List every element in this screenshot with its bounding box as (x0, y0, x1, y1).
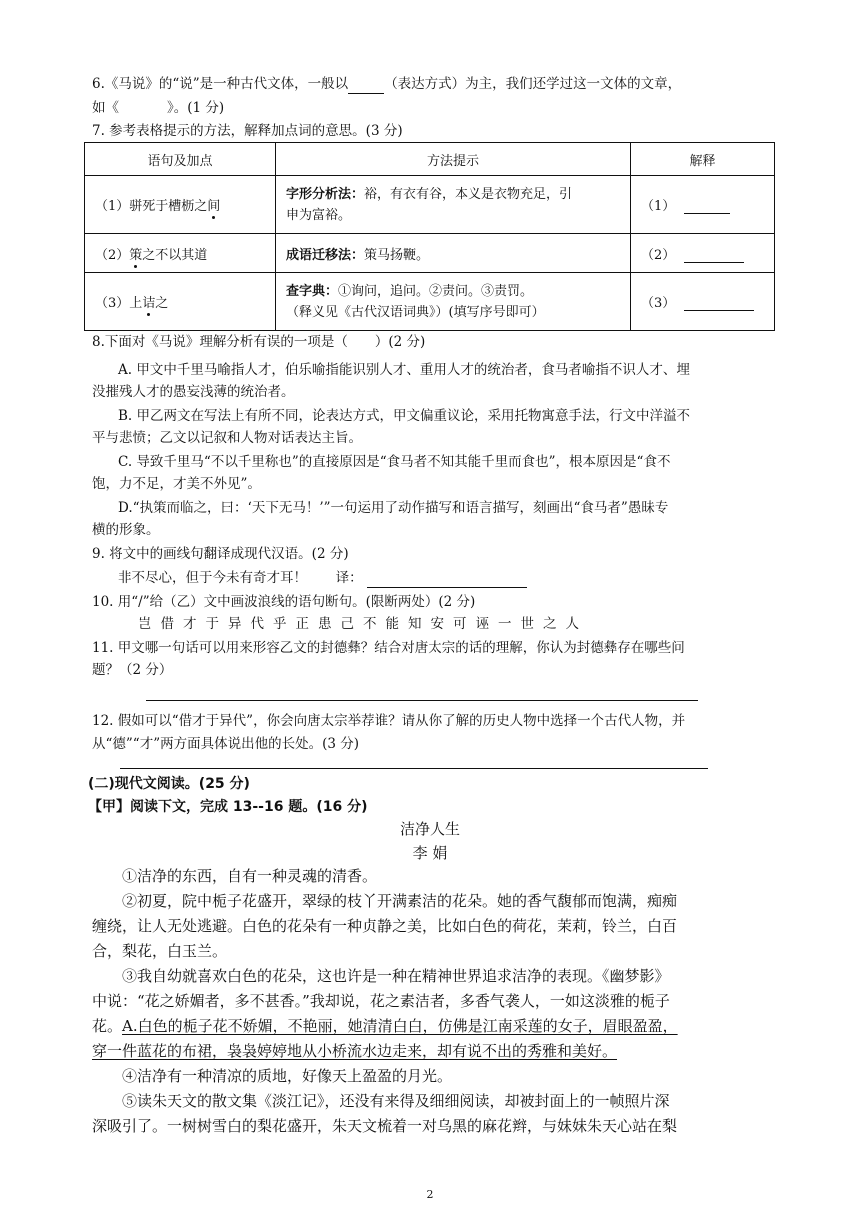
answer-blank-2[interactable] (684, 262, 744, 263)
paragraph-2-cont: 合，梨花，白玉兰。 (92, 942, 228, 960)
q9-translation-blank[interactable] (367, 587, 527, 588)
row3-answer[interactable]: （3） (631, 273, 775, 331)
article-author: 李 娟 (412, 844, 448, 862)
q6-line2: 如《 》。(1 分) (92, 100, 225, 116)
q9-sentence-line (118, 568, 527, 588)
header-sentence: 语句及加点 (85, 143, 276, 176)
row3-sentence: （3）上诘之 (85, 273, 276, 331)
q6-line1: 6.《马说》的“说”是一种古代文体，一般以 （表达方式）为主，我们还学过这一文体的文章， (92, 76, 682, 92)
paragraph-3-cont (92, 1039, 617, 1064)
row2-sentence: （2）策之不以其道 (85, 234, 276, 273)
row1-answer[interactable]: （1） (631, 176, 775, 234)
underlined-sentence: A.白色的栀子花不娇媚，不艳丽，她清清白白，仿佛是江南采莲的女子，眉眼盈盈， (122, 1017, 678, 1035)
q11-line2: 题？（2 分） (92, 662, 173, 678)
header-answer: 解释 (631, 143, 775, 176)
row3-method: 查字典：①询问，追问。②责问。③责罚。 （释义见《古代汉语词典》）(填写序号即可） (276, 273, 631, 331)
q12-answer-line[interactable] (120, 768, 708, 769)
row2-answer[interactable]: （2） (631, 234, 775, 273)
paragraph-2: ②初夏，院中栀子花盛开，翠绿的枝丫开满素洁的花朵。她的香气馥郁而饱满，痴痴 (122, 892, 678, 910)
dotted-char: 间 (207, 199, 221, 214)
table-row (85, 234, 775, 273)
q7-table (84, 142, 775, 331)
answer-blank-1[interactable] (684, 213, 730, 214)
q8-option-d-cont: 横的形象。 (92, 522, 160, 538)
table-row (85, 273, 775, 331)
article-title: 洁净人生 (399, 820, 460, 838)
q10-title: 10. 用“/”给（乙）文中画波浪线的语句断句。(限断两处）(2 分) (92, 594, 476, 610)
q8-option-b: B. 甲乙两文在写法上有所不同，论表达方式，甲文偏重议论，采用托物寓意手法，行文中洋溢不 (118, 408, 691, 424)
q8-option-b-cont: 平与悲愤；乙文以记叙和人物对话表达主旨。 (92, 430, 362, 446)
paragraph-3-cont: 中说：“花之娇媚者，多不甚香。”我却说，花之素洁者，多香气袭人，一如这淡雅的栀子 (92, 992, 670, 1010)
q9-sentence: 非不尽心，但于今未有奇才耳！ (118, 570, 307, 586)
paragraph-5-cont: 深吸引了。一树树雪白的梨花盛开，朱天文梳着一对乌黑的麻花辫，与妹妹朱天心站在梨 (92, 1117, 678, 1135)
q9-label: 译： (335, 570, 363, 586)
row1-sentence: （1）骈死于槽枥之间 (85, 176, 276, 234)
table-row (85, 176, 775, 234)
q6-blank-expression[interactable] (348, 93, 384, 94)
q8-option-a-cont: 没摧残人才的愚妄浅薄的统治者。 (92, 384, 295, 400)
underlined-sentence: 穿一件蓝花的布裙，袅袅婷婷地从小桥流水边走来，却有说不出的秀雅和美好。 (92, 1042, 618, 1060)
q12-line2: 从“德”“才”两方面具体说出他的长处。(3 分) (92, 736, 360, 752)
paragraph-3: ③我自幼就喜欢白色的花朵，这也许是一种在精神世界追求洁净的表现。《幽梦影》 (122, 967, 670, 985)
dotted-char: 策 (129, 247, 143, 263)
answer-blank-3[interactable] (684, 310, 754, 311)
page-number: 2 (426, 1188, 434, 1201)
paragraph-2-cont: 缠绕，让人无处逃避。白色的花朵有一种贞静之美，比如白色的荷花，茉莉，铃兰，白百 (92, 917, 678, 935)
q8-option-d: D.“执策而临之，曰：‘天下无马！’”一句运用了动作描写和语言描写，刻画出“食马者”愚昧专 (118, 500, 669, 516)
row2-method: 成语迁移法：策马扬鞭。 (276, 234, 631, 273)
q9-title: 9. 将文中的画线句翻译成现代汉语。(2 分) (92, 546, 349, 562)
dotted-char: 诘 (142, 296, 156, 311)
q8-option-c-cont: 饱，力不足，才美不外见”。 (92, 476, 261, 492)
paragraph-3-cont: 花。A.白色的栀子花不娇媚，不艳丽，她清清白白，仿佛是江南采莲的女子，眉眼盈盈， (92, 1017, 678, 1035)
q11-line1: 11. 甲文哪一句话可以用来形容乙文的封德彝？结合对唐太宗的话的理解，你认为封德彝存在哪些问 (92, 640, 685, 656)
table-header-row (85, 143, 775, 176)
q12-line1: 12. 假如可以“借才于异代”，你会向唐太宗举荐谁？请从你了解的历史人物中选择一个古代人物，并 (92, 713, 686, 729)
q7-title: 7. 参考表格提示的方法，解释加点词的意思。(3 分) (92, 123, 403, 139)
q10-sentence: 岂借才于异代乎正患己不能知安可诬一世之人 (138, 616, 588, 632)
header-method: 方法提示 (276, 143, 631, 176)
section-heading: (二)现代文阅读。(25 分) (88, 776, 250, 792)
section-subheading: 【甲】阅读下文，完成 13--16 题。(16 分) (88, 799, 368, 815)
paragraph-4: ④洁净有一种清凉的质地，好像天上盈盈的月光。 (122, 1067, 453, 1085)
q11-answer-line[interactable] (146, 700, 698, 701)
q8-option-a: A. 甲文中千里马喻指人才，伯乐喻指能识别人才、重用人才的统治者，食马者喻指不识人才、埋 (118, 362, 690, 378)
q8-title: 8.下面对《马说》理解分析有误的一项是（ ）(2 分) (92, 334, 426, 350)
paragraph-5: ⑤读朱天文的散文集《淡江记》，还没有来得及细细阅读，却被封面上的一帧照片深 (122, 1092, 670, 1110)
row1-method: 字形分析法：裕，有衣有谷，本义是衣物充足，引 申为富裕。 (276, 176, 631, 234)
q8-option-c: C. 导致千里马“不以千里称也”的直接原因是“食马者不知其能千里而食也”，根本原因是“食不 (118, 454, 671, 470)
paragraph-1: ①洁净的东西，自有一种灵魂的清香。 (122, 867, 378, 885)
